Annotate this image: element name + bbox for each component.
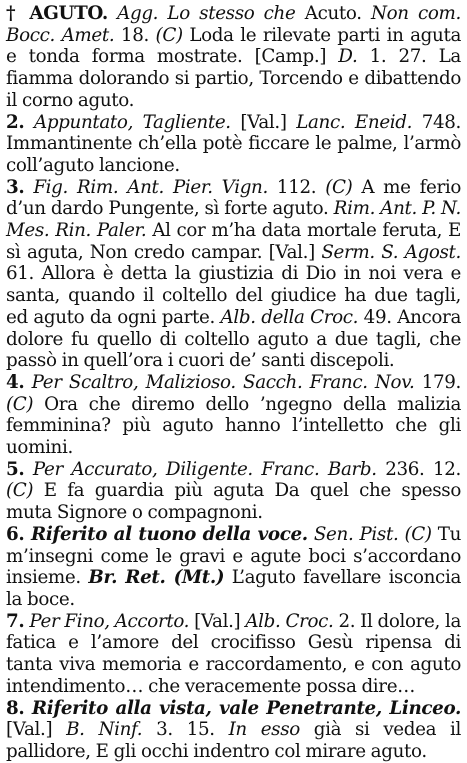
- sense-2: [6, 112, 461, 177]
- text-run: 748. Immantinente ch’ella potè ficcare le palme, l’armò coll’aguto lancione.: [6, 111, 462, 176]
- sense-8: [6, 698, 461, 763]
- sense-number: 7.: [6, 610, 25, 632]
- sense-6: [6, 524, 461, 611]
- sense-7: [6, 611, 461, 698]
- italic-run: (C): [6, 480, 34, 502]
- italic-run: Alb. Croc.: [245, 610, 334, 632]
- sense-number: 2.: [6, 111, 25, 133]
- text-run: 61. Allora è detta la giustizia di Dio in noi vera e santa, quando il coltello del giudice ha due tagli, ed aguto da ogni parte.: [6, 263, 461, 328]
- italic-run: Agg. Lo stesso che: [107, 3, 305, 24]
- italic-run: Non com. Bocc. Amet.: [6, 3, 462, 46]
- text-run: 179.: [414, 371, 462, 393]
- text-run: Al cor m’ha data mortale feruta, E sì aguta, Non credo campar. [Val.]: [6, 220, 461, 263]
- italic-run: D.: [338, 46, 358, 68]
- text-run: 18.: [114, 24, 156, 46]
- bold-italic-run: Riferito alla vista, vale Penetrante, Linceo.: [24, 697, 461, 719]
- italic-run: Serm. S. Agost.: [321, 241, 461, 263]
- text-run: 1. 27. La fiamma dolorando si partio, Torcendo e dibattendo il corno aguto.: [6, 46, 461, 111]
- italic-run: Sen. Pist.: [307, 523, 399, 545]
- italic-run: Appuntato, Tagliente.: [24, 111, 231, 133]
- text-run: Ora che diremo dello ’ngegno della malizia femminina? più aguto hanno l’intelletto che gli uomini.: [6, 393, 461, 459]
- text-run: [Val.]: [230, 111, 297, 133]
- italic-run: Alb. della Croc.: [220, 306, 359, 328]
- italic-run: (C): [404, 523, 432, 545]
- sense-4: [6, 372, 461, 459]
- text-run: L’aguto favellare isconcia la boce.: [6, 567, 461, 610]
- bold-italic-run: Br. Ret. (Mt.): [88, 567, 225, 589]
- sense-3: [6, 177, 461, 372]
- text-run: [Val.]: [189, 610, 246, 632]
- sense-number: 3.: [6, 176, 25, 198]
- italic-run: (C): [325, 176, 353, 198]
- headword: † AGUTO.: [6, 3, 108, 24]
- italic-run: Per Scaltro, Malizioso. Sacch. Franc. Nov.: [24, 371, 415, 393]
- italic-run: Rim. Ant. P. N. Mes. Rin. Paler.: [6, 198, 461, 242]
- sense-5: [6, 459, 461, 524]
- text-run: 236. 12.: [376, 458, 461, 480]
- italic-run: B. Ninf.: [66, 719, 143, 741]
- sense-number: 4.: [6, 371, 25, 393]
- italic-run: Per Fino, Accorto.: [24, 610, 190, 632]
- italic-run: Fig. Rim. Ant. Pier. Vign.: [24, 176, 268, 198]
- italic-run: Per Accurato, Diligente. Franc. Barb.: [24, 458, 377, 480]
- text-run: 3. 15.: [142, 719, 229, 741]
- sense-number: 5.: [6, 458, 25, 480]
- text-run: 112.: [267, 176, 326, 198]
- text-run: 49. Ancora dolore fu quello di coltello aguto a due tagli, che passò in quell’ora i cuori de’ santi discepoli.: [6, 306, 461, 372]
- sense-number: 8.: [6, 697, 25, 719]
- text-run: E fa guardia più aguta Da quel che spesso muta Signore o compagnoni.: [6, 480, 461, 524]
- text-run: A me ferio d’un dardo Pungente, sì forte aguto.: [6, 176, 461, 220]
- sense-number: 6.: [6, 523, 25, 545]
- bold-italic-run: Riferito al tuono della voce.: [24, 523, 308, 545]
- entry-aguto: [6, 3, 461, 112]
- text-run: Loda le rilevate parti in aguta e tonda forma mostrate. [Camp.]: [6, 24, 461, 68]
- italic-run: Lanc. Eneid.: [296, 111, 413, 133]
- italic-run: (C): [155, 24, 183, 46]
- text-run: Acuto.: [304, 3, 371, 24]
- text-run: 2. Il dolore, la fatica e l’amore del crocifisso Gesù ripensa di tanta viva memoria e raccordamento, e con aguto intendimento… che veracemente possa dire…: [6, 610, 461, 697]
- italic-run: In esso: [228, 719, 300, 741]
- text-run: già si vedea il pallidore, E gli occhi indentro col mirare aguto.: [6, 719, 461, 762]
- text-run: [Val.]: [6, 719, 67, 741]
- text-run: Tu m’insegni come le gravi e agute boci s’accordano insieme.: [6, 523, 461, 589]
- italic-run: (C): [6, 393, 34, 415]
